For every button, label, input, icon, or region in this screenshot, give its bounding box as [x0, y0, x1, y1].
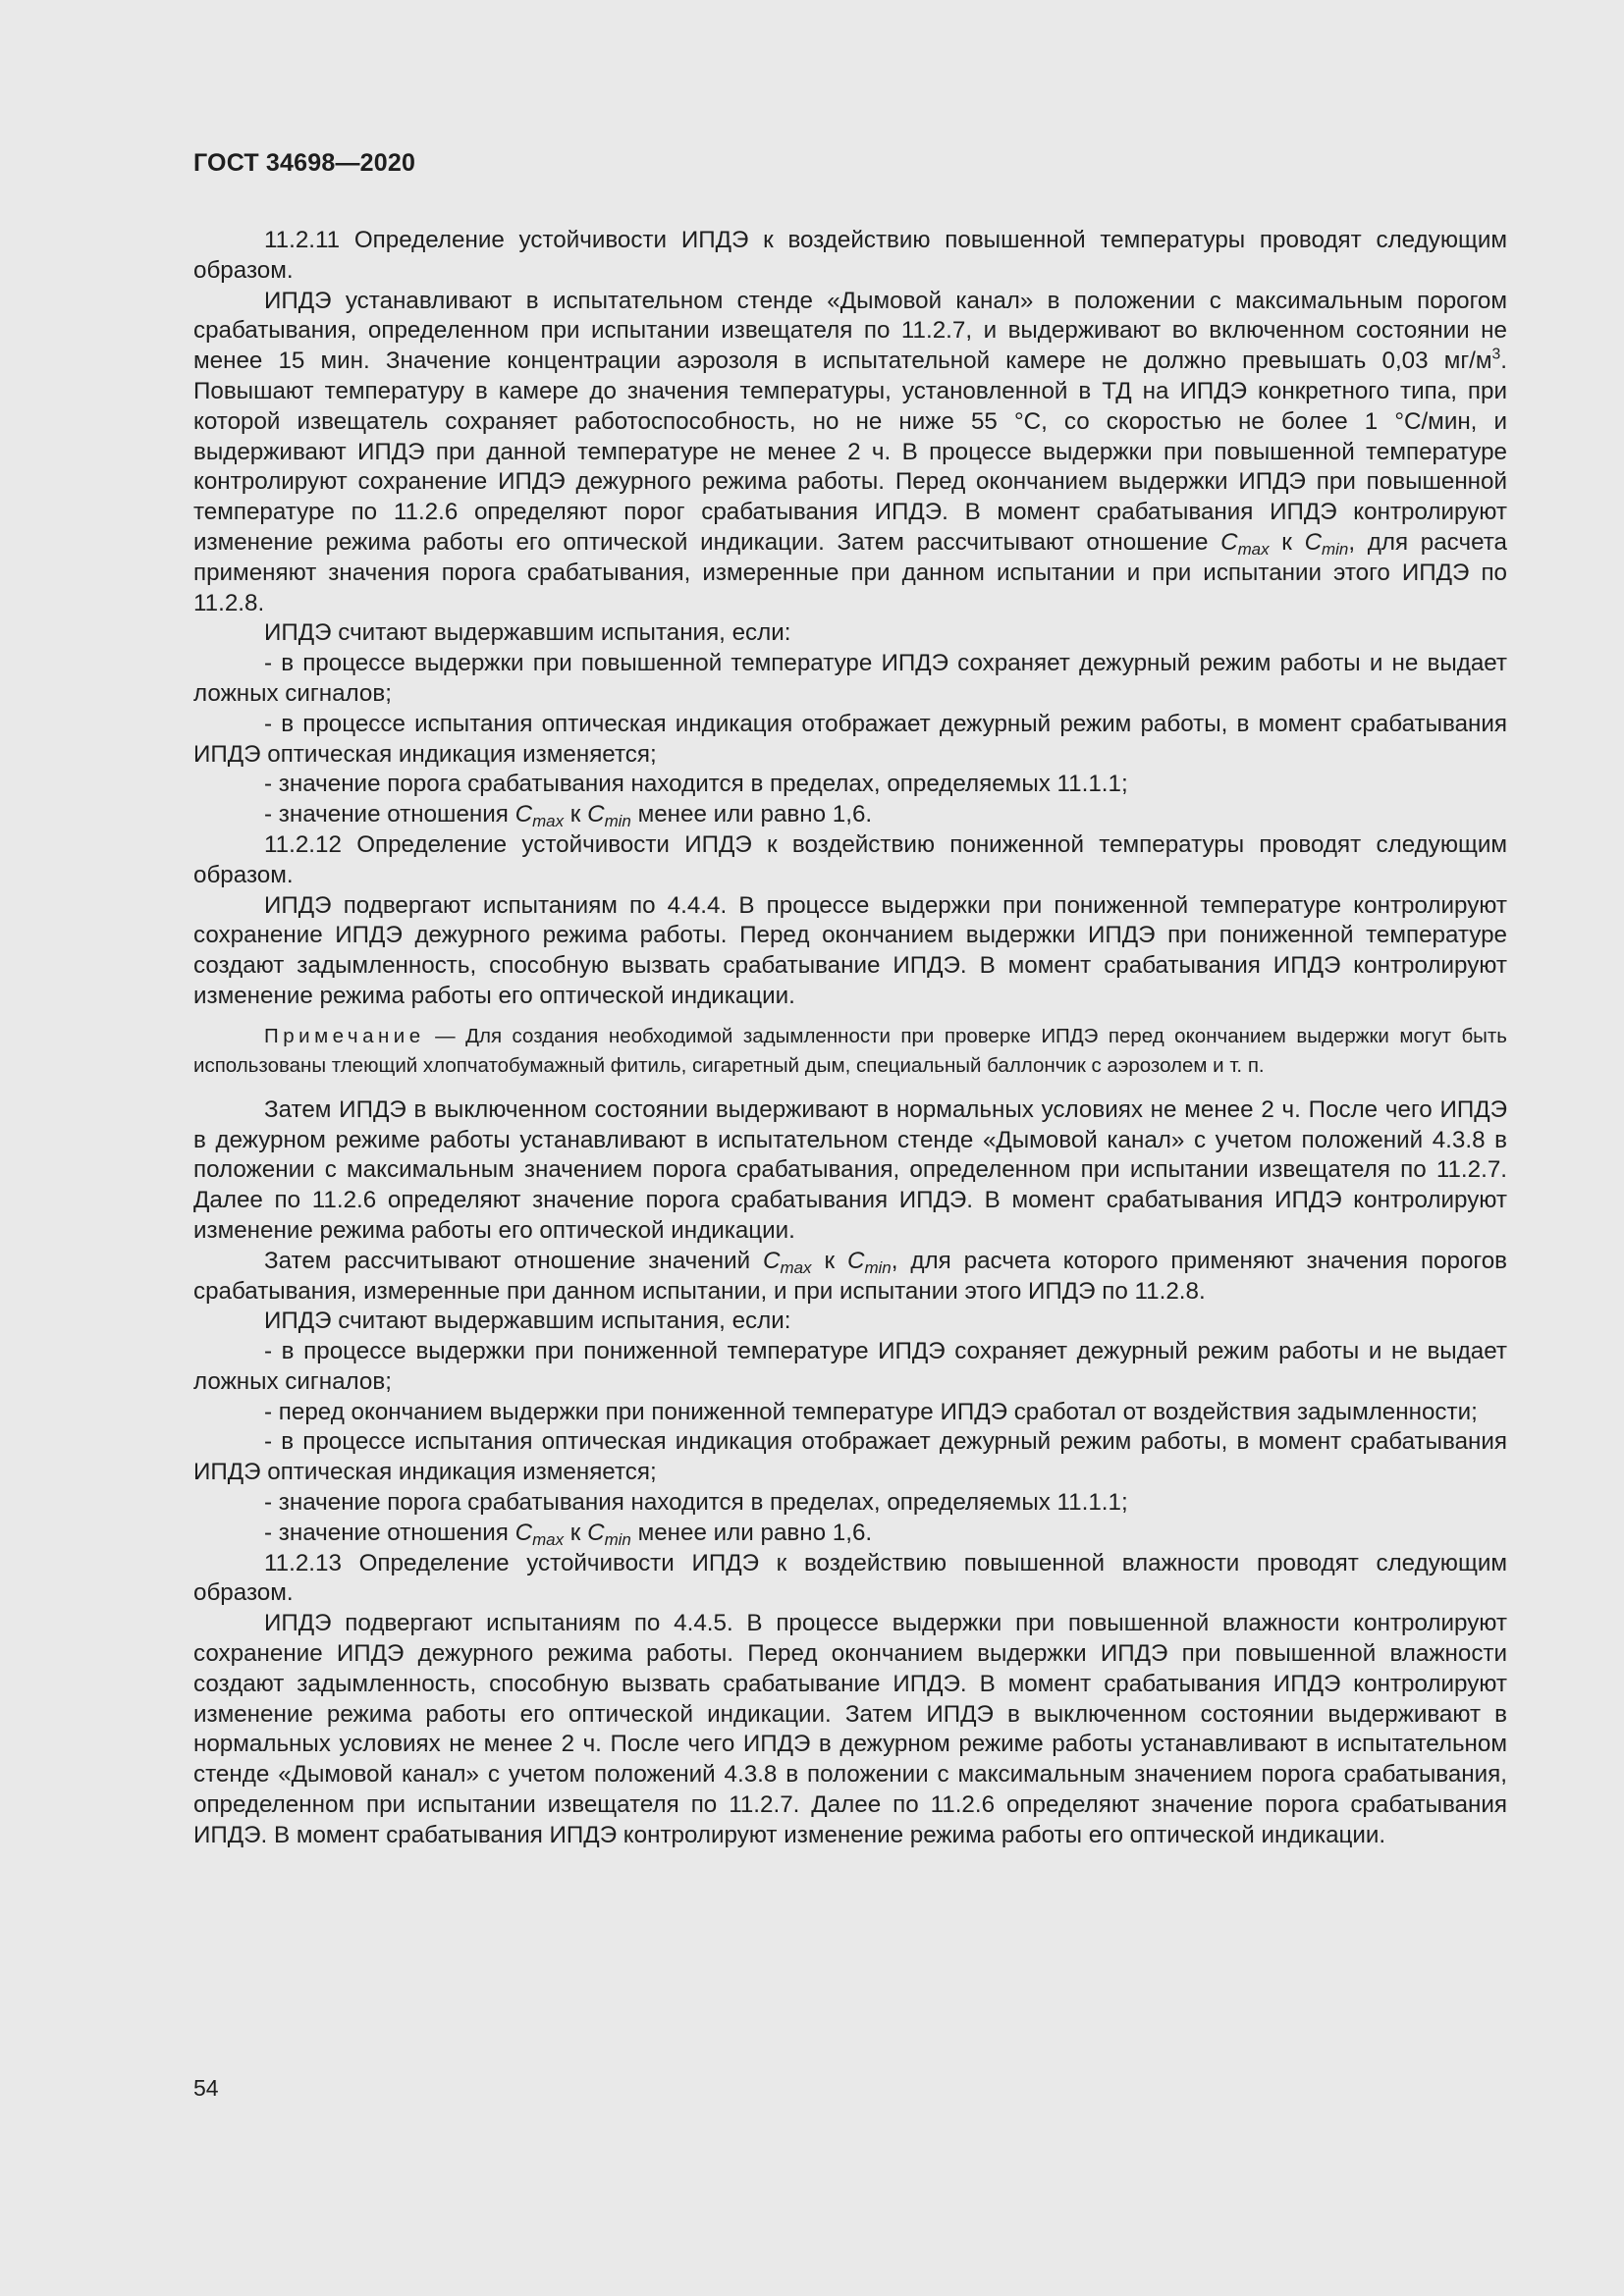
text-segment: , для расчета применяют значения порога срабатывания, измеренные при данном испытании и при испытании этого ИПДЭ по 11.2.8. [193, 528, 1508, 616]
clause-11-2-13: 11.2.13 Определение устойчивости ИПДЭ к воздействию повышенной влажности проводят следующим образом. [193, 1549, 1507, 1607]
c-max-symbol: $C_{max}$ [514, 801, 565, 831]
document-body [193, 226, 1507, 1851]
paragraph-criteria-intro: ИПДЭ считают выдержавшим испытания, если: [264, 619, 791, 647]
paragraph-ratio: Затем рассчитывают отношение значений $C_{max}$ к $C_{min}$, для расчета которого применяют значения порогов срабатывания, измеренные при данном испытании, и при испытании этого ИПДЭ по 11.2.8. [193, 1247, 1507, 1305]
c-min-symbol: $C_{min}$ [1304, 528, 1349, 560]
list-item: - в процессе испытания оптическая индикация отображает дежурный режим работы, в момент срабатывания ИПДЭ оптическая индикация изменяется; [193, 710, 1507, 768]
c-min-symbol: $C_{min}$ [587, 1519, 631, 1549]
note-label: Примечание [264, 1024, 425, 1047]
paragraph-criteria-intro: ИПДЭ считают выдержавшим испытания, если: [264, 1308, 791, 1335]
text-segment: ИПДЭ устанавливают в испытательном стенде «Дымовой канал» в положении с максимальным порогом срабатывания, определенном при испытании извещателя по 11.2.7, и выдерживают во включенном состоянии не менее 15 мин. Значение концентрации аэрозоля в испытательной камере не должно превышать 0,03 мг/м [193, 287, 1507, 375]
list-item: - в процессе выдержки при пониженной температуре ИПДЭ сохраняет дежурный режим работы и не выдает ложных сигналов; [193, 1338, 1507, 1395]
c-max-symbol: $C_{max}$ [763, 1247, 812, 1277]
superscript: 3 [1491, 346, 1501, 363]
list-item: - в процессе испытания оптическая индикация отображает дежурный режим работы, в момент срабатывания ИПДЭ оптическая индикация изменяется; [193, 1428, 1507, 1486]
paragraph-humidity-procedure: ИПДЭ подвергают испытаниям по 4.4.5. В процессе выдержки при повышенной влажности контролируют сохранение ИПДЭ дежурного режима работы. Перед окончанием выдержки ИПДЭ при повышенной влажности создают задымленность, способную вызвать срабатывание ИПДЭ. В момент срабатывания ИПДЭ контролируют изменение режима работы его оптической индикации. Затем ИПДЭ в выключенном состоянии выдерживают в нормальных условиях не менее 2 ч. После чего ИПДЭ в дежурном режиме работы устанавливают в испытательном стенде «Дымовой канал» с учетом положений 4.3.8 в положении с максимальным значением порога срабатывания, определенном при испытании извещателя по 11.2.7. Далее по 11.2.6 определяют значение порога срабатывания ИПДЭ. В момент срабатывания ИПДЭ контролируют изменение режима работы его оптической индикации. [193, 1610, 1507, 1848]
note [193, 1022, 1507, 1082]
paragraph-low-temp-continued: Затем ИПДЭ в выключенном состоянии выдерживают в нормальных условиях не менее 2 ч. После чего ИПДЭ в дежурном режиме работы устанавливают в испытательном стенде «Дымовой канал» с учетом положений 4.3.8 в положении с максимальным значением порога срабатывания, определенном при испытании извещателя по 11.2.7. Далее по 11.2.6 определяют значение порога срабатывания ИПДЭ. В момент срабатывания ИПДЭ контролируют изменение режима работы его оптической индикации. [193, 1095, 1507, 1244]
c-max-symbol: $C_{max}$ [1220, 528, 1270, 560]
c-max-symbol: $C_{max}$ [514, 1519, 565, 1549]
clause-11-2-12: 11.2.12 Определение устойчивости ИПДЭ к воздействию пониженной температуры проводят следующим образом. [193, 830, 1507, 888]
c-min-symbol: $C_{min}$ [587, 801, 631, 831]
paragraph-high-temp-procedure [193, 287, 1507, 619]
list-item: - в процессе выдержки при повышенной температуре ИПДЭ сохраняет дежурный режим работы и не выдает ложных сигналов; [193, 650, 1507, 707]
note-text: — Для создания необходимой задымленности при проверке ИПДЭ перед окончанием выдержки могут быть использованы тлеющий хлопчатобумажный фитиль, сигаретный дым, специальный баллончик с аэрозолем и т. п. [193, 1024, 1507, 1078]
paragraph-low-temp-procedure: ИПДЭ подвергают испытаниям по 4.4.4. В процессе выдержки при пониженной температуре контролируют сохранение ИПДЭ дежурного режима работы. Перед окончанием выдержки ИПДЭ при пониженной температуре создают задымленность, способную вызвать срабатывание ИПДЭ. В момент срабатывания ИПДЭ контролируют изменение режима работы его оптической индикации. [193, 891, 1507, 1009]
page-number: 54 [193, 2075, 219, 2101]
text-segment: . Повышают температуру в камере до значения температуры, установленной в ТД на ИПДЭ конкретного типа, при которой извещатель сохраняет работоспособность, но не ниже 55 °С, со скоростью не более 1 °С/мин, и выдерживают ИПДЭ при данной температуре не менее 2 ч. В процессе выдержки при повышенной температуре контролируют сохранение ИПДЭ дежурного режима работы. Перед окончанием выдержки ИПДЭ при повышенной температуре по 11.2.6 определяют порог срабатывания ИПДЭ. В момент срабатывания ИПДЭ контролируют изменение режима работы его оптической индикации. Затем рассчитывают отношение [193, 347, 1507, 556]
list-item: - значение отношения $C_{max}$ к $C_{min}$ менее или равно 1,6. [264, 801, 873, 831]
document-header: ГОСТ 34698—2020 [193, 149, 416, 177]
list-item: - значение порога срабатывания находится в пределах, определяемых 11.1.1; [264, 1489, 1128, 1517]
clause-11-2-11: 11.2.11 Определение устойчивости ИПДЭ к воздействию повышенной температуры проводят следующим образом. [193, 227, 1507, 284]
list-item: - перед окончанием выдержки при пониженной температуре ИПДЭ сработал от воздействия задымленности; [264, 1398, 1478, 1425]
k-word: к [1269, 528, 1305, 556]
list-item: - значение порога срабатывания находится в пределах, определяемых 11.1.1; [264, 771, 1128, 798]
list-item: - значение отношения $C_{max}$ к $C_{min}$ менее или равно 1,6. [264, 1519, 873, 1549]
c-min-symbol: $C_{min}$ [846, 1247, 892, 1277]
